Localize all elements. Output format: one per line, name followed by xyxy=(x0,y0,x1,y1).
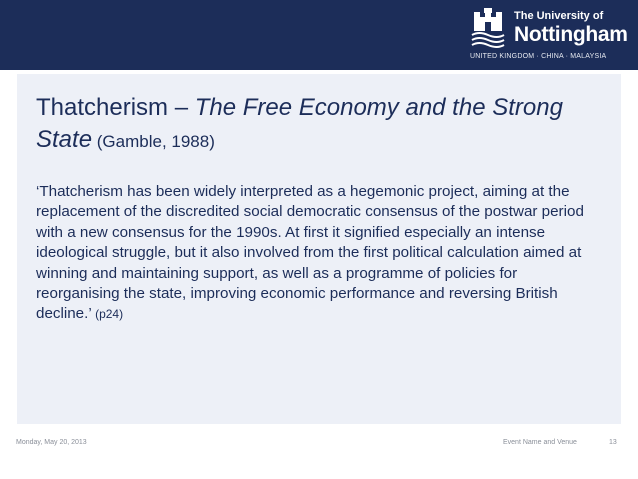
title-italic: The Free Economy and the Strong State xyxy=(36,94,563,153)
university-name-line2: Nottingham xyxy=(514,23,628,46)
quote-body xyxy=(36,182,596,325)
title-citation: (Gamble, 1988) xyxy=(92,132,215,151)
slide-number: 13 xyxy=(609,439,617,446)
footer-event: Event Name and Venue xyxy=(503,439,577,446)
castle-crest-icon xyxy=(470,8,506,48)
quote-text: ‘Thatcherism has been widely interpreted as a hegemonic project, aiming at the replacement of the discredited social democratic consensus of the postwar period with a new consensus for the 1990s. At first it signified especially an intense ideological struggle, but it also involved from the first political calculation aimed at winning and maintaining support, as well as a programme of policies for reorganising the state, improving economic performance and reversing British decline.’ xyxy=(36,183,584,323)
university-name-line1: The University of xyxy=(514,10,604,22)
quote-page-reference: (p24) xyxy=(91,307,124,322)
slide-title xyxy=(36,92,596,158)
title-plain: Thatcherism – xyxy=(36,94,195,121)
footer-date: Monday, May 20, 2013 xyxy=(16,439,87,446)
university-logo xyxy=(470,6,630,64)
header-banner xyxy=(0,0,638,70)
university-tagline: UNITED KINGDOM · CHINA · MALAYSIA xyxy=(470,53,607,60)
